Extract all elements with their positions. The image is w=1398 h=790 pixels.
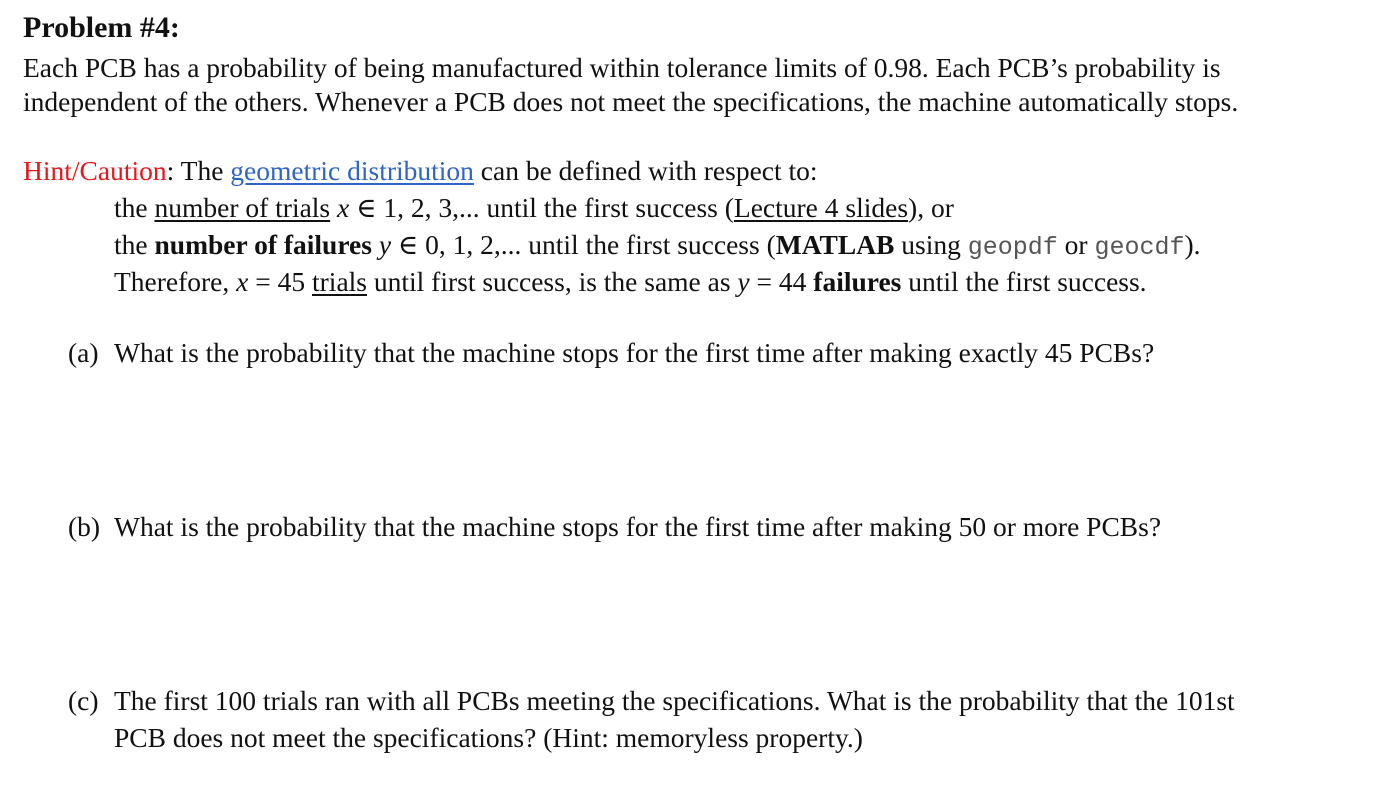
hint-text: the (114, 229, 155, 260)
hint-text: using (894, 229, 968, 260)
question-c (68, 684, 1235, 718)
question-text: The first 100 trials ran with all PCBs meeting the specifications. What is the probability that the 101st (114, 685, 1235, 716)
hint-text: ∈ 0, 1, 2,... until the first success ( (391, 229, 776, 260)
hint-label: Hint/Caution (23, 155, 167, 186)
question-label: (b) (68, 511, 101, 542)
hint-text: ). (1184, 229, 1201, 260)
problem-intro-line-1: Each PCB has a probability of being manufactured within tolerance limits of 0.98. Each PCB’s probability is (23, 52, 1221, 83)
hint-text: : The (166, 155, 231, 186)
hint-text: = 44 (749, 266, 814, 297)
math-variable-y: y (378, 229, 392, 260)
hint-text: ∈ 1, 2, 3,... until the first success ( (349, 192, 734, 223)
hint-text: Therefore, (114, 266, 237, 297)
question-label: (c) (68, 685, 99, 716)
question-label: (a) (68, 337, 99, 368)
hint-text: the (114, 192, 155, 223)
question-c-line-2: PCB does not meet the specifications? (Hint: memoryless property.) (114, 722, 863, 753)
math-variable-x: x (337, 192, 350, 223)
number-of-failures-text: number of failures (154, 229, 372, 260)
failures-text: failures (813, 266, 902, 297)
math-variable-x: x (236, 266, 249, 297)
hint-text: until the first success. (901, 266, 1147, 297)
matlab-text: MATLAB (775, 229, 895, 260)
question-a (68, 336, 1154, 370)
geocdf-code: geocdf (1094, 233, 1185, 262)
problem-intro-line-2: independent of the others. Whenever a PCB does not meet the specifications, the machine automatically stops. (23, 86, 1239, 117)
hint-line-1 (23, 154, 818, 188)
lecture-slides-link[interactable]: Lecture 4 slides (733, 192, 909, 223)
math-variable-y: y (737, 266, 750, 297)
hint-line-3 (114, 228, 1201, 265)
question-text: What is the probability that the machine stops for the first time after making 50 or more PCBs? (114, 511, 1162, 542)
number-of-trials-text: number of trials (154, 192, 331, 223)
hint-text: ), or (908, 192, 954, 223)
trials-text: trials (312, 266, 367, 297)
hint-line-4 (114, 265, 1147, 299)
geopdf-code: geopdf (967, 233, 1058, 262)
geometric-distribution-link[interactable]: geometric distribution (230, 155, 474, 186)
hint-text: or (1057, 229, 1095, 260)
hint-line-2 (114, 191, 954, 225)
question-b (68, 510, 1161, 544)
hint-text: until first success, is the same as (367, 266, 738, 297)
problem-title: Problem #4: (23, 11, 180, 44)
hint-text: = 45 (248, 266, 312, 297)
hint-text: can be defined with respect to: (473, 155, 818, 186)
question-text: What is the probability that the machine stops for the first time after making exactly 45 PCBs? (114, 337, 1155, 368)
